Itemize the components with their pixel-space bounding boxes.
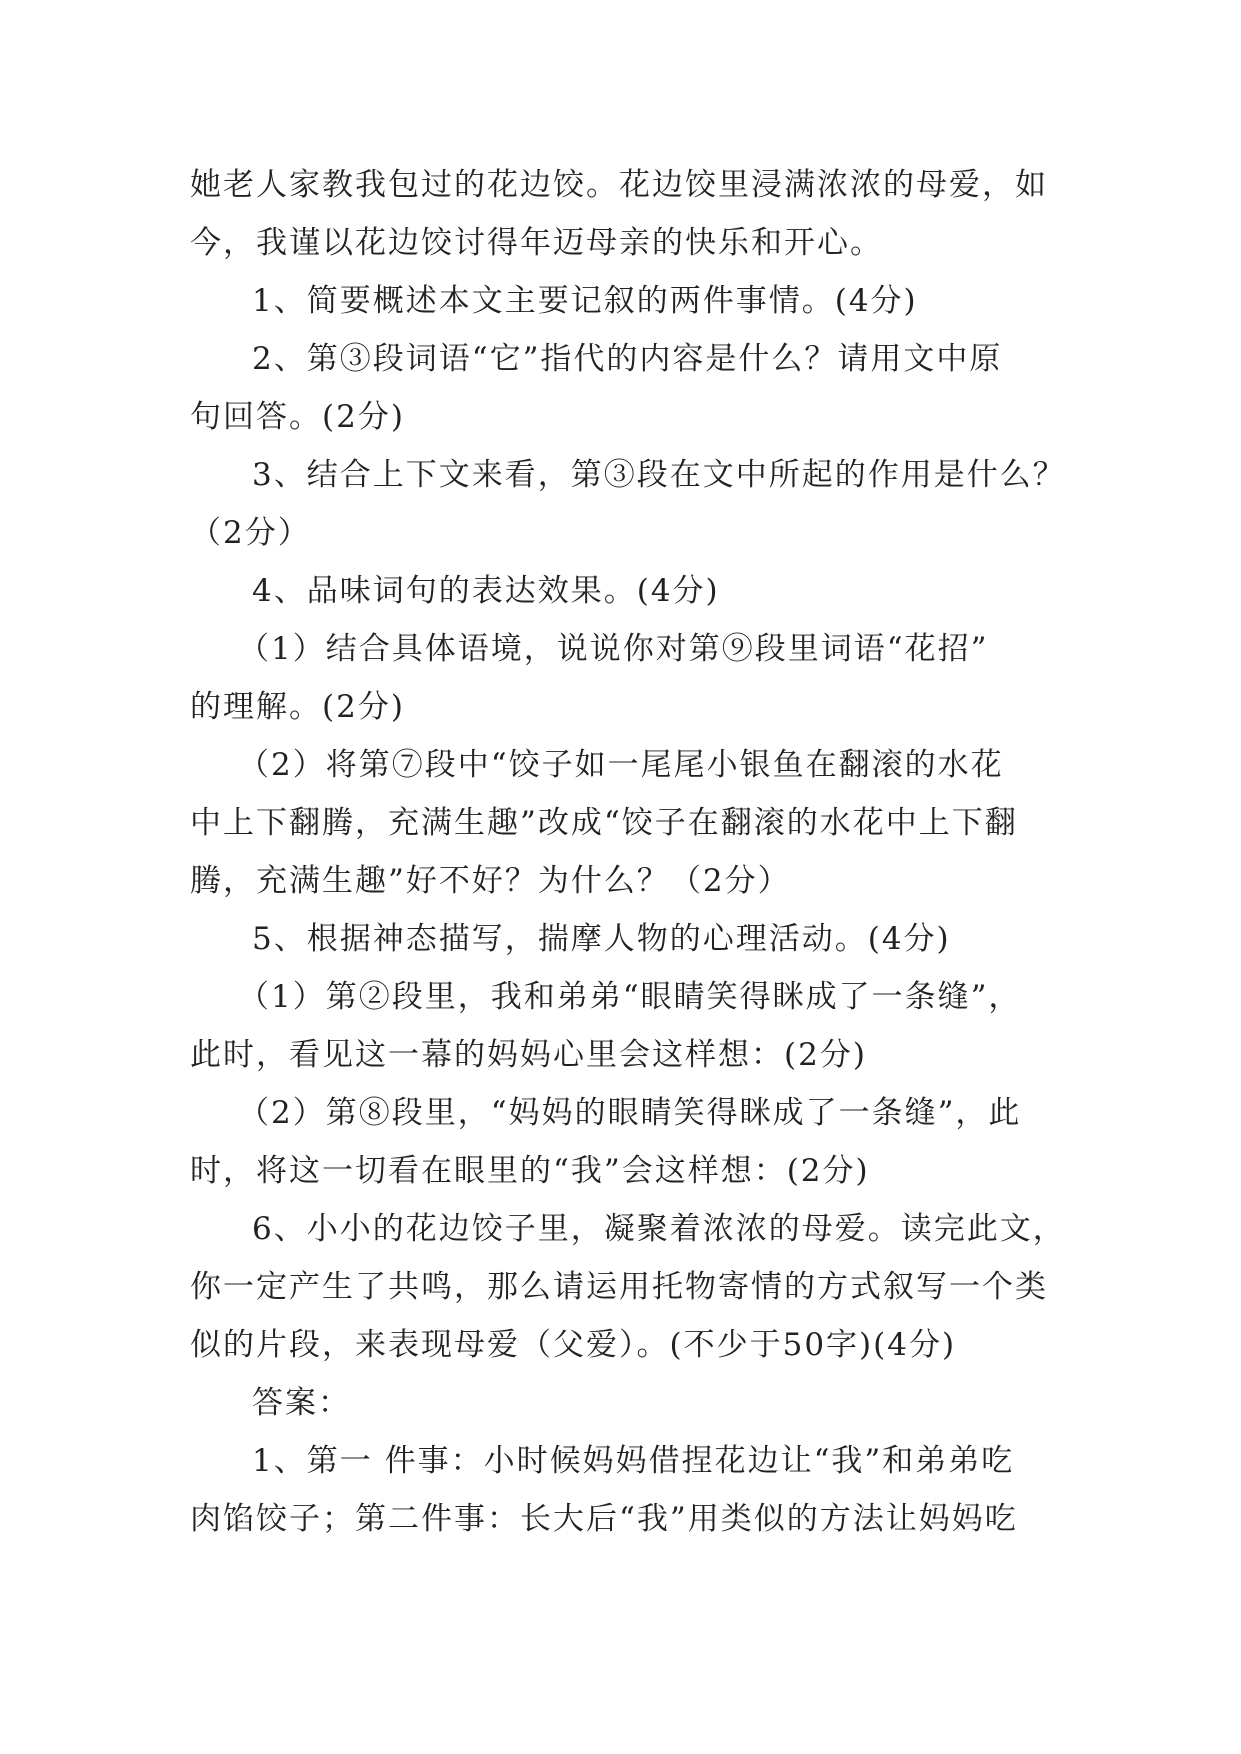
text-line: 4、品味词句的表达效果。(4分) [252, 573, 720, 609]
text-line: 1、第一 件事：小时候妈妈借捏花边让“我”和弟弟吃 [252, 1443, 1015, 1479]
text-line: 句回答。(2分) [190, 399, 405, 435]
text-line: 你一定产生了共鸣，那么请运用托物寄情的方式叙写一个类 [190, 1269, 1048, 1305]
text-line: （2）将第⑦段中“饺子如一尾尾小银鱼在翻滚的水花 [238, 747, 1004, 783]
text-line: 肉馅饺子；第二件事：长大后“我”用类似的方法让妈妈吃 [190, 1501, 1018, 1537]
text-line: 腾，充满生趣”好不好？为什么？（2分） [190, 863, 791, 899]
text-line: 她老人家教我包过的花边饺。花边饺里浸满浓浓的母爱，如 [190, 167, 1048, 203]
text-line: 时，将这一切看在眼里的“我”会这样想：(2分) [190, 1153, 870, 1189]
text-line: （2）第⑧段里，“妈妈的眼睛笑得眯成了一条缝”，此 [238, 1095, 1022, 1131]
text-line: 的理解。(2分) [190, 689, 405, 725]
text-line: （1）第②段里，我和弟弟“眼睛笑得眯成了一条缝”， [238, 979, 1022, 1015]
text-line: 2、第③段词语“它”指代的内容是什么？请用文中原 [252, 341, 1003, 377]
text-line: 1、简要概述本文主要记叙的两件事情。(4分) [252, 283, 918, 319]
text-line: 此时，看见这一幕的妈妈心里会这样想：(2分) [190, 1037, 867, 1073]
text-line: （1）结合具体语境，说说你对第⑨段里词语“花招” [238, 631, 989, 667]
text-line: （2分） [190, 515, 311, 551]
text-line: 中上下翻腾，充满生趣”改成“饺子在翻滚的水花中上下翻 [190, 805, 1018, 841]
document-body [190, 156, 1066, 1548]
text-line: 今，我谨以花边饺讨得年迈母亲的快乐和开心。 [190, 225, 883, 261]
text-line: 6、小小的花边饺子里，凝聚着浓浓的母爱。读完此文， [252, 1211, 1066, 1247]
text-line: 答案： [252, 1385, 351, 1421]
text-line: 5、根据神态描写，揣摩人物的心理活动。(4分) [252, 921, 951, 957]
text-line: 似的片段，来表现母爱（父爱）。(不少于50字)(4分) [190, 1327, 957, 1363]
text-line: 3、结合上下文来看，第③段在文中所起的作用是什么？ [252, 457, 1066, 493]
